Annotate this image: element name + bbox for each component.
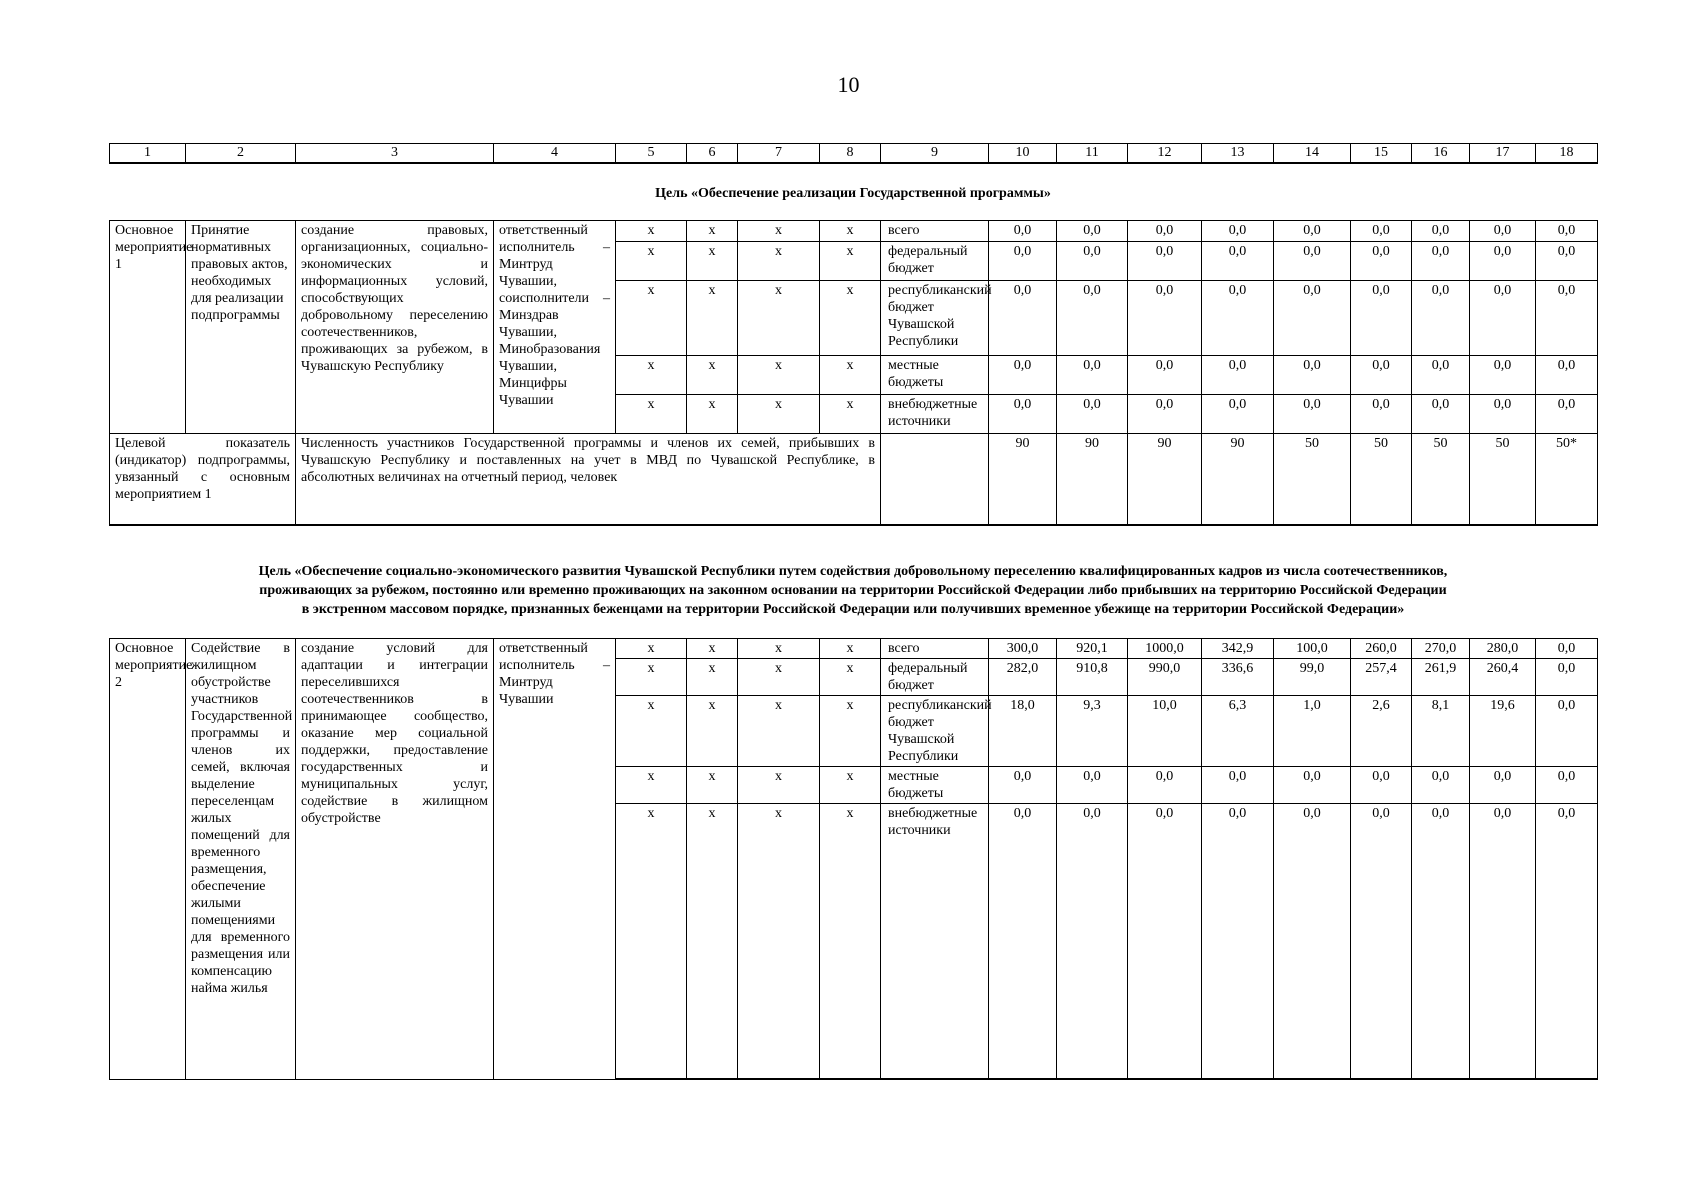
value-cell: 0,0 — [1128, 804, 1202, 1080]
value-cell: 0,0 — [989, 804, 1057, 1080]
x-cell: x — [820, 639, 881, 659]
column-number: 10 — [989, 144, 1057, 164]
value-cell: 0,0 — [989, 221, 1057, 242]
value-cell: 0,0 — [1202, 221, 1274, 242]
value-cell: 0,0 — [1412, 242, 1470, 281]
value-cell: 1000,0 — [1128, 639, 1202, 659]
value-cell: 100,0 — [1274, 639, 1351, 659]
value-cell: 260,4 — [1470, 659, 1536, 696]
value-cell: 10,0 — [1128, 696, 1202, 767]
value-cell: 0,0 — [1351, 242, 1412, 281]
value-cell: 0,0 — [1351, 394, 1412, 433]
x-cell: x — [616, 242, 687, 281]
x-cell: x — [687, 394, 738, 433]
x-cell: x — [616, 767, 687, 804]
x-cell: x — [820, 221, 881, 242]
value-cell: 910,8 — [1057, 659, 1128, 696]
value-cell: 0,0 — [1202, 394, 1274, 433]
x-cell: x — [616, 639, 687, 659]
value-cell: 0,0 — [1470, 804, 1536, 1080]
value-cell: 0,0 — [1128, 767, 1202, 804]
table-row — [110, 221, 1598, 242]
value-cell: 0,0 — [989, 242, 1057, 281]
column-number: 8 — [820, 144, 881, 164]
funding-source-cell: всего — [881, 639, 989, 659]
x-cell: x — [616, 221, 687, 242]
indicator-value-cell: 90 — [1057, 434, 1128, 526]
value-cell: 0,0 — [1128, 355, 1202, 394]
value-cell: 0,0 — [1536, 355, 1598, 394]
value-cell: 260,0 — [1351, 639, 1412, 659]
indicator-text-cell: Численность участников Государственной программы и членов их семей, прибывших в Чувашскую Республику и поставленных на учет в МВД по Чувашской Республике, в абсолютных величинах на отчетный период, человек — [296, 434, 881, 526]
x-cell: x — [820, 659, 881, 696]
column-number: 11 — [1057, 144, 1128, 164]
column-number: 3 — [296, 144, 494, 164]
value-cell: 270,0 — [1412, 639, 1470, 659]
x-cell: x — [738, 281, 820, 356]
measure-executor-cell: ответственный исполнитель – Минтруд Чувашии, соисполнители – Минздрав Чувашии, Минобразования Чувашии, Минцифры Чувашии — [494, 221, 616, 434]
x-cell: x — [738, 355, 820, 394]
value-cell: 0,0 — [1412, 221, 1470, 242]
measure-status-cell: Основное мероприятие 2 — [110, 639, 186, 1080]
column-number: 16 — [1412, 144, 1470, 164]
value-cell: 0,0 — [1536, 221, 1598, 242]
measure-2-table — [109, 638, 1598, 1080]
value-cell: 0,0 — [1057, 242, 1128, 281]
indicator-value-cell: 50* — [1536, 434, 1598, 526]
indicator-value-cell: 90 — [989, 434, 1057, 526]
x-cell: x — [738, 221, 820, 242]
value-cell: 0,0 — [1470, 394, 1536, 433]
x-cell: x — [820, 355, 881, 394]
value-cell: 18,0 — [989, 696, 1057, 767]
value-cell: 0,0 — [1470, 355, 1536, 394]
funding-source-cell: федеральный бюджет — [881, 242, 989, 281]
column-number: 14 — [1274, 144, 1351, 164]
x-cell: x — [820, 767, 881, 804]
x-cell: x — [687, 659, 738, 696]
column-number: 18 — [1536, 144, 1598, 164]
value-cell: 0,0 — [1128, 221, 1202, 242]
x-cell: x — [738, 242, 820, 281]
value-cell: 19,6 — [1470, 696, 1536, 767]
value-cell: 920,1 — [1057, 639, 1128, 659]
goal-heading-1: Цель «Обеспечение реализации Государственной программы» — [655, 186, 1051, 201]
column-number: 9 — [881, 144, 989, 164]
value-cell: 257,4 — [1351, 659, 1412, 696]
measure-name-cell: Содействие в жилищном обустройстве участников Государственной программы и членов их семей, включая выделение переселенцам жилых помещений для временного размещения, обеспечение жилыми помещениями для временного размещения или компенсацию найма жилья — [186, 639, 296, 1080]
value-cell: 0,0 — [1057, 355, 1128, 394]
value-cell: 336,6 — [1202, 659, 1274, 696]
value-cell: 0,0 — [1536, 281, 1598, 356]
value-cell: 0,0 — [1057, 767, 1128, 804]
value-cell: 300,0 — [989, 639, 1057, 659]
x-cell: x — [616, 281, 687, 356]
value-cell: 0,0 — [1470, 281, 1536, 356]
table-row — [110, 639, 1598, 659]
column-header-table — [109, 143, 1598, 164]
value-cell: 0,0 — [1412, 394, 1470, 433]
value-cell: 0,0 — [1536, 767, 1598, 804]
indicator-empty-cell — [881, 434, 989, 526]
indicator-value-cell: 50 — [1470, 434, 1536, 526]
x-cell: x — [820, 696, 881, 767]
indicator-value-cell: 90 — [1128, 434, 1202, 526]
x-cell: x — [687, 767, 738, 804]
x-cell: x — [687, 281, 738, 356]
funding-source-cell: местные бюджеты — [881, 355, 989, 394]
x-cell: x — [738, 767, 820, 804]
indicator-row — [110, 434, 1598, 526]
x-cell: x — [738, 639, 820, 659]
indicator-value-cell: 50 — [1274, 434, 1351, 526]
value-cell: 6,3 — [1202, 696, 1274, 767]
measure-result-cell: создание правовых, организационных, социально-экономических и информационных условий, способствующих добровольному переселению соотечественников, проживающих за рубежом, в Чувашскую Республику — [296, 221, 494, 434]
value-cell: 0,0 — [989, 767, 1057, 804]
column-numbers-row — [110, 144, 1598, 164]
value-cell: 8,1 — [1412, 696, 1470, 767]
column-number: 13 — [1202, 144, 1274, 164]
x-cell: x — [738, 804, 820, 1080]
column-number: 4 — [494, 144, 616, 164]
value-cell: 0,0 — [1057, 804, 1128, 1080]
value-cell: 990,0 — [1128, 659, 1202, 696]
column-number: 2 — [186, 144, 296, 164]
x-cell: x — [820, 394, 881, 433]
x-cell: x — [738, 659, 820, 696]
value-cell: 261,9 — [1412, 659, 1470, 696]
page-number: 10 — [837, 72, 860, 97]
column-number: 5 — [616, 144, 687, 164]
measure-status-cell: Основное мероприятие 1 — [110, 221, 186, 434]
x-cell: x — [616, 394, 687, 433]
x-cell: x — [820, 242, 881, 281]
value-cell: 0,0 — [1536, 639, 1598, 659]
indicator-value-cell: 90 — [1202, 434, 1274, 526]
value-cell: 0,0 — [1274, 355, 1351, 394]
funding-source-cell: местные бюджеты — [881, 767, 989, 804]
value-cell: 0,0 — [989, 394, 1057, 433]
measure-executor-cell: ответственный исполнитель – Минтруд Чувашии — [494, 639, 616, 1080]
value-cell: 0,0 — [1351, 355, 1412, 394]
value-cell: 0,0 — [1057, 221, 1128, 242]
goal-heading-2 — [109, 562, 1597, 619]
value-cell: 0,0 — [1412, 804, 1470, 1080]
x-cell: x — [738, 696, 820, 767]
goal-heading-line: в экстренном массовом порядке, признанных беженцами на территории Российской Федерации или получивших временное убежище на территории Российской Федерации» — [301, 602, 1405, 617]
goal-heading-line: проживающих за рубежом, постоянно или временно проживающих на законном основании на территории Российской Федерации либо прибывших на территорию Российской Федерации — [259, 583, 1447, 598]
funding-source-cell: республиканский бюджет Чувашской Республики — [881, 696, 989, 767]
x-cell: x — [616, 659, 687, 696]
x-cell: x — [820, 281, 881, 356]
value-cell: 0,0 — [1274, 394, 1351, 433]
value-cell: 0,0 — [1057, 394, 1128, 433]
value-cell: 0,0 — [1351, 804, 1412, 1080]
funding-source-cell: всего — [881, 221, 989, 242]
value-cell: 0,0 — [1128, 394, 1202, 433]
column-number: 17 — [1470, 144, 1536, 164]
x-cell: x — [687, 242, 738, 281]
value-cell: 0,0 — [1274, 767, 1351, 804]
column-number: 6 — [687, 144, 738, 164]
value-cell: 0,0 — [1470, 221, 1536, 242]
value-cell: 0,0 — [1470, 242, 1536, 281]
x-cell: x — [687, 639, 738, 659]
funding-source-cell: федеральный бюджет — [881, 659, 989, 696]
measure-1-table — [109, 220, 1598, 526]
value-cell: 99,0 — [1274, 659, 1351, 696]
indicator-value-cell: 50 — [1351, 434, 1412, 526]
value-cell: 0,0 — [1470, 767, 1536, 804]
column-number: 7 — [738, 144, 820, 164]
measure-result-cell: создание условий для адаптации и интеграции переселившихся соотечественников в принимающее сообщество, оказание мер социальной поддержки, предоставление государственных и муниципальных услуг, содействие в жилищном обустройстве — [296, 639, 494, 1080]
value-cell: 0,0 — [1202, 804, 1274, 1080]
x-cell: x — [687, 804, 738, 1080]
value-cell: 0,0 — [1412, 767, 1470, 804]
funding-source-cell: внебюджетные источники — [881, 804, 989, 1080]
value-cell: 0,0 — [1202, 281, 1274, 356]
value-cell: 0,0 — [1536, 659, 1598, 696]
value-cell: 0,0 — [1128, 281, 1202, 356]
x-cell: x — [687, 221, 738, 242]
value-cell: 0,0 — [1536, 696, 1598, 767]
funding-source-cell: республиканский бюджет Чувашской Республики — [881, 281, 989, 356]
x-cell: x — [687, 696, 738, 767]
value-cell: 0,0 — [1274, 242, 1351, 281]
x-cell: x — [820, 804, 881, 1080]
value-cell: 0,0 — [1536, 242, 1598, 281]
indicator-value-cell: 50 — [1412, 434, 1470, 526]
value-cell: 2,6 — [1351, 696, 1412, 767]
value-cell: 0,0 — [1412, 281, 1470, 356]
value-cell: 0,0 — [1202, 767, 1274, 804]
value-cell: 0,0 — [1202, 355, 1274, 394]
column-number: 15 — [1351, 144, 1412, 164]
value-cell: 0,0 — [989, 355, 1057, 394]
measure-name-cell: Принятие нормативных правовых актов, необходимых для реализации подпрограммы — [186, 221, 296, 434]
value-cell: 1,0 — [1274, 696, 1351, 767]
value-cell: 0,0 — [1536, 804, 1598, 1080]
value-cell: 0,0 — [1057, 281, 1128, 356]
value-cell: 282,0 — [989, 659, 1057, 696]
value-cell: 280,0 — [1470, 639, 1536, 659]
value-cell: 0,0 — [1274, 221, 1351, 242]
value-cell: 0,0 — [1351, 767, 1412, 804]
value-cell: 0,0 — [1128, 242, 1202, 281]
column-number: 1 — [110, 144, 186, 164]
funding-source-cell: внебюджетные источники — [881, 394, 989, 433]
x-cell: x — [687, 355, 738, 394]
x-cell: x — [616, 804, 687, 1080]
value-cell: 0,0 — [1351, 221, 1412, 242]
column-number: 12 — [1128, 144, 1202, 164]
x-cell: x — [738, 394, 820, 433]
value-cell: 0,0 — [1351, 281, 1412, 356]
goal-heading-line: Цель «Обеспечение социально-экономического развития Чувашской Республики путем содействия добровольному переселению квалифицированных кадров из числа соотечественников, — [258, 564, 1448, 579]
value-cell: 0,0 — [1412, 355, 1470, 394]
value-cell: 342,9 — [1202, 639, 1274, 659]
value-cell: 0,0 — [1536, 394, 1598, 433]
value-cell: 0,0 — [989, 281, 1057, 356]
value-cell: 0,0 — [1274, 804, 1351, 1080]
x-cell: x — [616, 355, 687, 394]
value-cell: 9,3 — [1057, 696, 1128, 767]
x-cell: x — [616, 696, 687, 767]
value-cell: 0,0 — [1274, 281, 1351, 356]
value-cell: 0,0 — [1202, 242, 1274, 281]
indicator-label-cell: Целевой показатель (индикатор) подпрограммы, увязанный с основным мероприятием 1 — [110, 434, 296, 526]
